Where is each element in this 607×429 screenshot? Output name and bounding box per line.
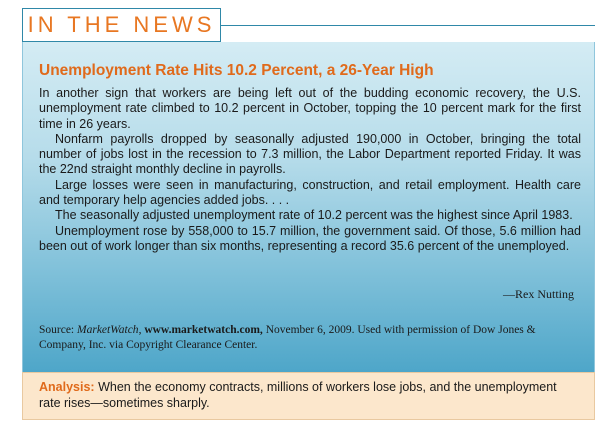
analysis-body: When the economy contracts, millions of workers lose jobs, and the unemployment rate rises—sometimes sharply. [39, 380, 557, 410]
article-paragraph: Unemployment rose by 558,000 to 15.7 million, the government said. Of those, 5.6 million had been out of work longer than six months, representing a record 35.6 percent of the unemployed. [39, 223, 581, 253]
section-title: IN THE NEWS [27, 12, 216, 37]
news-panel [22, 42, 595, 372]
analysis-text [39, 379, 579, 411]
article-body [39, 86, 581, 254]
article-byline: —Rex Nutting [503, 287, 574, 301]
source-prefix: Source: [39, 324, 78, 336]
source-url: www.marketwatch.com, [144, 324, 263, 336]
source-details: November 6, 2009. Used with permission of Dow Jones & Company, Inc. via Copyright Clearance Center. [39, 324, 536, 351]
source-publication: MarketWatch [77, 324, 139, 336]
analysis-box [22, 372, 595, 420]
article-headline: Unemployment Rate Hits 10.2 Percent, a 26-Year High [39, 62, 434, 79]
article-paragraph: The seasonally adjusted unemployment rate of 10.2 percent was the highest since April 1983. [55, 208, 573, 223]
section-header [22, 8, 221, 42]
analysis-label: Analysis: [39, 380, 95, 394]
article-paragraph: Large losses were seen in manufacturing, construction, and retail employment. Health care and temporary help agencies added jobs. . . . [39, 177, 581, 208]
article-paragraph: Nonfarm payrolls dropped by seasonally adjusted 190,000 in October, bringing the total number of jobs lost in the recession to 7.3 million, the Labor Department reported Friday. It was the 22nd straight monthly decline in payrolls. [39, 131, 581, 177]
source-separator: , [138, 324, 145, 336]
source-citation [39, 323, 584, 353]
article-paragraph: In another sign that workers are being left out of the budding economic recovery, the U.S. unemployment rate climbed to 10.2 percent in October, topping the 10 percent mark for the first time in 26 years. [39, 86, 581, 131]
header-divider [221, 25, 595, 26]
